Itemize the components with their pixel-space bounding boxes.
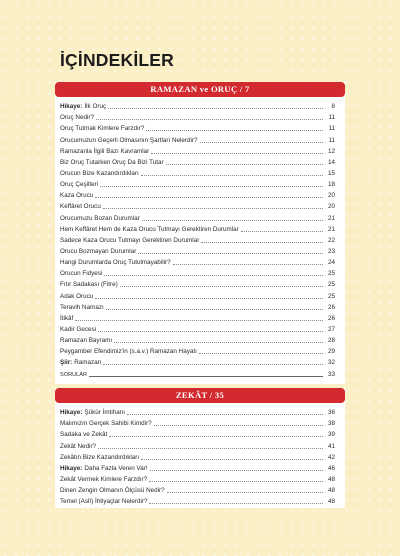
dot-leader <box>201 242 323 243</box>
entry-page-number: 12 <box>327 147 335 155</box>
entry-page-number: 39 <box>327 431 335 439</box>
dot-leader <box>154 425 323 426</box>
entry-title: SORULAR <box>60 371 88 378</box>
dot-leader <box>127 414 323 415</box>
toc-entry[interactable] <box>60 200 335 211</box>
dot-leader <box>100 186 323 187</box>
entry-title: Hangi Durumlarda Oruç Tutulmayabilir? <box>60 259 171 267</box>
entry-page-number: 15 <box>327 169 335 177</box>
toc-entry[interactable] <box>60 439 335 450</box>
entry-title: Kaza Orucu <box>60 192 94 200</box>
entry-page-number: 48 <box>327 475 335 483</box>
entry-title: Daha Fazla Veren Var! <box>84 464 148 472</box>
entry-title: Kadir Gecesi <box>60 325 97 333</box>
entry-page-number: 38 <box>327 420 335 428</box>
dot-leader <box>95 197 323 198</box>
entry-title: Teravih Namazı <box>60 303 104 311</box>
entry-title: İlk Oruç <box>84 103 107 111</box>
entry-page-number: 26 <box>327 314 335 322</box>
entry-page-number: 27 <box>327 325 335 333</box>
entry-page-number: 41 <box>327 442 335 450</box>
toc-entry[interactable] <box>60 312 335 323</box>
entry-title: Adak Orucu <box>60 292 94 300</box>
toc-entry[interactable] <box>60 428 335 439</box>
toc-entry[interactable] <box>60 278 335 289</box>
dot-leader <box>98 448 323 449</box>
entry-page-number: 48 <box>327 487 335 495</box>
toc-entry[interactable] <box>60 356 335 367</box>
entry-page-number: 21 <box>327 214 335 222</box>
dot-leader <box>138 253 323 254</box>
entry-title: Zekâtın Bize Kazandırdıkları <box>60 453 140 461</box>
toc-entry[interactable] <box>60 189 335 200</box>
toc-entry[interactable] <box>60 451 335 462</box>
entry-page-number: 32 <box>327 359 335 367</box>
entry-page-number: 29 <box>327 348 335 356</box>
entry-title: Orucu Bozmayan Durumlar <box>60 247 137 255</box>
entry-prefix: Hikaye: <box>60 409 83 417</box>
entry-title: Temel (Aslî) İhtiyaçlar Nelerdir? <box>60 498 148 506</box>
toc-entry[interactable] <box>60 156 335 167</box>
dot-leader <box>146 130 323 131</box>
entry-title: Ramazan Bayramı <box>60 337 113 345</box>
entry-page-number: 22 <box>327 236 335 244</box>
toc-entry[interactable] <box>60 133 335 144</box>
dot-leader <box>98 331 323 332</box>
dot-leader <box>199 353 323 354</box>
entry-page-number: 23 <box>327 247 335 255</box>
toc-entry[interactable] <box>60 406 335 417</box>
toc-entry[interactable] <box>60 301 335 312</box>
toc-entry[interactable] <box>60 167 335 178</box>
toc-entry[interactable] <box>60 417 335 428</box>
section-header: RAMAZAN ve ORUÇ / 7 <box>55 82 345 97</box>
toc-entry[interactable] <box>60 323 335 334</box>
toc-entry[interactable] <box>60 122 335 133</box>
entry-page-number: 42 <box>327 453 335 461</box>
dot-leader <box>95 298 323 299</box>
toc-entry[interactable] <box>60 223 335 234</box>
dot-leader <box>151 153 323 154</box>
entry-page-number: 33 <box>327 370 335 378</box>
entry-title: Hem Keffâret Hem de Kaza Orucu Tutmayı Gerektiren Durumlar <box>60 225 239 233</box>
entry-page-number: 14 <box>327 158 335 166</box>
toc-entry[interactable] <box>60 211 335 222</box>
dot-leader <box>141 175 323 176</box>
entry-page-number: 20 <box>327 192 335 200</box>
entry-page-number: 8 <box>331 103 335 111</box>
entry-title: Sadece Kaza Orucu Tutmayı Gerektiren Durumlar <box>60 236 200 244</box>
toc-entry[interactable] <box>60 367 335 378</box>
toc-entry[interactable] <box>60 473 335 484</box>
dot-leader <box>141 459 323 460</box>
dot-leader <box>96 119 323 120</box>
entry-title: Peygamber Efendimiz'in (s.a.v.) Ramazan Hayatı <box>60 348 197 356</box>
toc-list <box>55 403 345 506</box>
section-zekat <box>55 388 345 508</box>
entry-page-number: 48 <box>327 498 335 506</box>
toc-entry[interactable] <box>60 178 335 189</box>
entry-page-number: 46 <box>327 464 335 472</box>
dot-leader <box>167 492 323 493</box>
entry-title: Fıtır Sadakası (Fitre) <box>60 281 118 289</box>
toc-entry[interactable] <box>60 245 335 256</box>
entry-title: Zekât Vermek Kimlere Farzdır? <box>60 475 148 483</box>
dot-leader <box>241 231 323 232</box>
toc-entry[interactable] <box>60 345 335 356</box>
entry-title: Ramazanla İlgili Bazı Kavramlar <box>60 147 150 155</box>
entry-title: Orucumuzun Geçerli Olmasının Şartları Nelerdir? <box>60 136 198 144</box>
entry-title: Ramazan <box>74 359 102 367</box>
dot-leader <box>104 275 323 276</box>
entry-prefix: Hikaye: <box>60 464 83 472</box>
dot-leader <box>120 286 323 287</box>
toc-entry[interactable] <box>60 256 335 267</box>
entry-page-number: 36 <box>327 409 335 417</box>
entry-title: Oruç Tutmak Kimlere Farzdır? <box>60 125 145 133</box>
dot-leader <box>106 309 323 310</box>
toc-entry[interactable] <box>60 462 335 473</box>
toc-entry[interactable] <box>60 334 335 345</box>
page-title: İÇİNDEKİLER <box>60 50 175 70</box>
section-header: ZEKÂT / 35 <box>55 388 345 403</box>
toc-list <box>55 97 345 379</box>
dot-leader <box>109 436 323 437</box>
entry-title: Orucun Bize Kazandırdıkları <box>60 169 139 177</box>
dot-leader <box>103 208 323 209</box>
entry-title: Keffâret Orucu <box>60 203 101 211</box>
entry-title: Oruç Nedir? <box>60 114 94 122</box>
entry-title: Orucun Fidyesi <box>60 270 103 278</box>
dot-leader <box>142 220 323 221</box>
dot-leader <box>75 320 323 321</box>
entry-title: Zekât Nedir? <box>60 442 97 450</box>
entry-page-number: 11 <box>328 114 335 122</box>
entry-page-number: 25 <box>327 281 335 289</box>
entry-page-number: 21 <box>327 225 335 233</box>
dot-leader <box>114 342 323 343</box>
entry-prefix: Şiir: <box>60 359 73 367</box>
toc-entry[interactable] <box>60 100 335 111</box>
dot-leader <box>200 142 323 143</box>
toc-entry[interactable] <box>60 495 335 506</box>
entry-title: Biz Oruç Tutarken Oruç Da Bizi Tutar <box>60 158 164 166</box>
dot-leader <box>173 264 323 265</box>
dot-leader <box>108 108 323 109</box>
section-ramazan <box>55 82 345 384</box>
dot-leader <box>149 481 323 482</box>
entry-page-number: 24 <box>327 259 335 267</box>
toc-entry[interactable] <box>60 111 335 122</box>
toc-entry[interactable] <box>60 234 335 245</box>
entry-prefix: Hikaye: <box>60 103 83 111</box>
entry-title: Dinen Zengin Olmanın Ölçüsü Nedir? <box>60 487 165 495</box>
entry-title: Sadaka ve Zekât <box>60 431 108 439</box>
dot-leader <box>89 376 323 377</box>
dot-leader <box>103 364 323 365</box>
dot-leader <box>166 164 323 165</box>
entry-page-number: 25 <box>327 292 335 300</box>
entry-page-number: 20 <box>327 203 335 211</box>
toc-entry[interactable] <box>60 267 335 278</box>
entry-page-number: 25 <box>327 270 335 278</box>
toc-entry[interactable] <box>60 289 335 300</box>
dot-leader <box>150 470 323 471</box>
dot-leader <box>149 503 323 504</box>
entry-page-number: 28 <box>327 337 335 345</box>
entry-title: İtikâf <box>60 314 74 322</box>
entry-title: Oruç Çeşitleri <box>60 181 99 189</box>
entry-page-number: 18 <box>327 181 335 189</box>
entry-page-number: 11 <box>328 125 335 133</box>
entry-title: Şükür İmtihanı <box>84 409 126 417</box>
toc-entry[interactable] <box>60 145 335 156</box>
toc-entry[interactable] <box>60 484 335 495</box>
entry-page-number: 26 <box>327 303 335 311</box>
entry-title: Malımızın Gerçek Sahibi Kimdir? <box>60 420 152 428</box>
entry-page-number: 11 <box>328 136 335 144</box>
entry-title: Orucumuzu Bozan Durumlar <box>60 214 140 222</box>
